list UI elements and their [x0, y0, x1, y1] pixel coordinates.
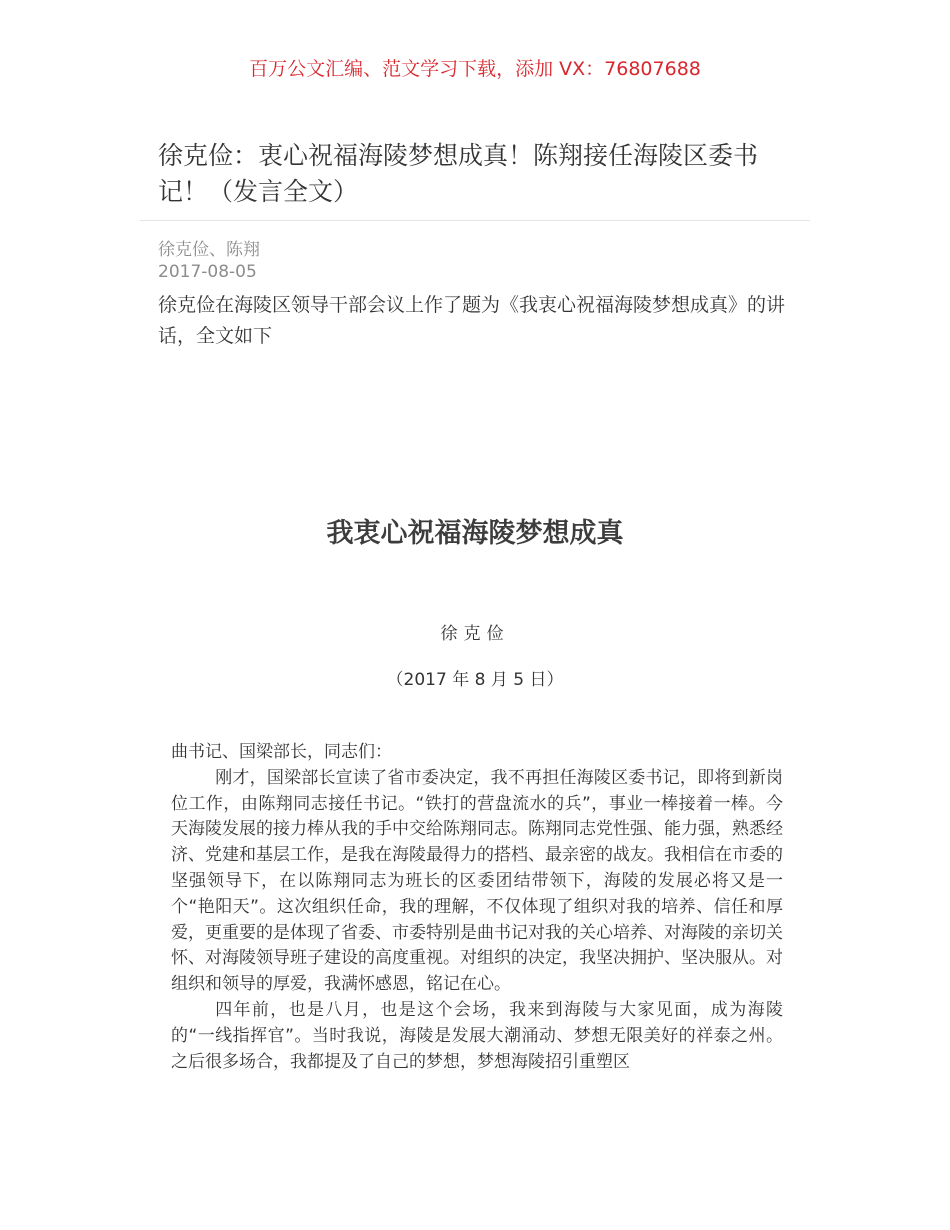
speech-salutation: 曲书记、国梁部长，同志们：: [171, 742, 392, 762]
speech-paragraph: 刚才，国梁部长宣读了省市委决定，我不再担任海陵区委书记，即将到新岗位工作，由陈翔同志接任书记。“铁打的营盘流水的兵”，事业一棒接着一棒。今天海陵发展的接力棒从我的手中交给陈翔同志。陈翔同志党性强、能力强，熟悉经济、党建和基层工作，是我在海陵最得力的搭档、最亲密的战友。我相信在市委的坚强领导下，在以陈翔同志为班长的区委团结带领下，海陵的发展必将又是一个“艳阳天”。这次组织任命，我的理解，不仅体现了组织对我的培养、信任和厚爱，更重要的是体现了省委、市委特别是曲书记对我的关心培养、对海陵的亲切关怀、对海陵领导班子建设的高度重视。对组织的决定，我坚决拥护、坚决服从。对组织和领导的厚爱，我满怀感恩，铭记在心。: [171, 767, 783, 995]
article-title: 徐克俭：衷心祝福海陵梦想成真！陈翔接任海陵区委书记！（发言全文）: [158, 141, 759, 206]
speech-title: 我衷心祝福海陵梦想成真: [326, 518, 624, 549]
speech-body: [171, 740, 783, 1075]
article-date: 2017-08-05: [158, 262, 257, 282]
title-divider: [140, 220, 810, 221]
article-author: 徐克俭、陈翔: [158, 240, 260, 260]
speech-paragraph: 四年前，也是八月，也是这个会场，我来到海陵与大家见面，成为海陵的“一线指挥官”。当时我说，海陵是发展大潮涌动、梦想无限美好的祥泰之州。之后很多场合，我都提及了自己的梦想，梦想海陵招引重塑区: [171, 999, 783, 1072]
speech-speaker: 徐克俭: [440, 624, 510, 644]
article-summary: 徐克俭在海陵区领导干部会议上作了题为《我衷心祝福海陵梦想成真》的讲话，全文如下: [158, 294, 786, 347]
speech-date: （2017 年 8 月 5 日）: [386, 670, 564, 690]
watermark-banner: 百万公文汇编、范文学习下载，添加 VX：76807688: [249, 58, 701, 80]
